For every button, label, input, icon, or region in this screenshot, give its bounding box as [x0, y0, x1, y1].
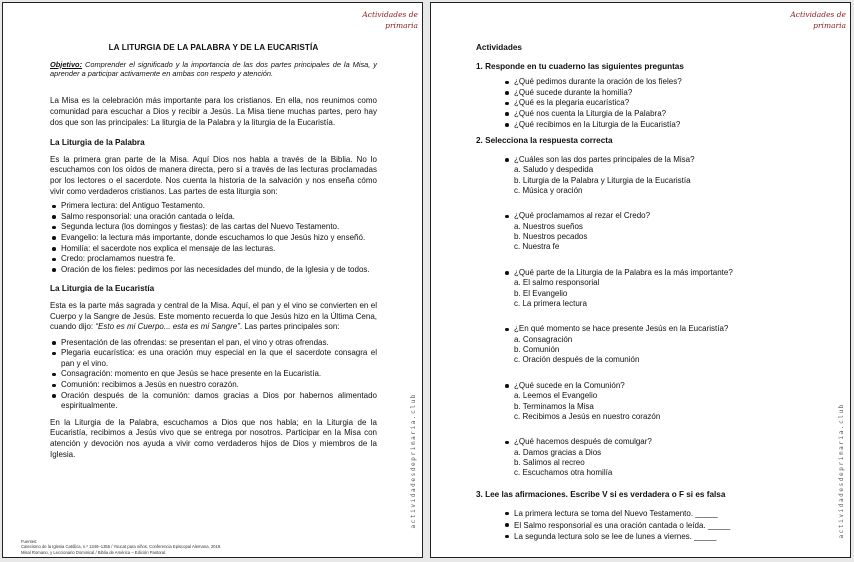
worksheet-page-1: [2, 2, 423, 558]
mc-question: [503, 324, 810, 365]
mc-option: a. Leemos el Evangelio: [514, 391, 598, 401]
intro-paragraph: La Misa es la celebración más importante para los cristianos. En ella, nos reunimos como comunidad para escuchar a Dios y recibir a Jesús. La Misa tiene muchas partes, pero hay dos que son las principales: La liturgia de la Palabra y la liturgia de la Eucaristía.: [50, 96, 377, 127]
mc-option: c. Oración después de la comunión: [514, 355, 640, 365]
mc-option: b. Comunión: [514, 345, 560, 355]
list-item: Presentación de las ofrendas: se presentan el pan, el vino y otras ofrendas.: [50, 338, 377, 349]
list-item: Credo: proclamamos nuestra fe.: [50, 254, 377, 265]
question-item: ¿Qué es la plegaria eucarística?: [503, 98, 810, 109]
mc-option: c. Escuchamos otra homilía: [514, 468, 613, 478]
eucharist-paragraph: Esta es la parte más sagrada y central de la Misa. Aquí, el pan y el vino se convierten en el Cuerpo y la Sangre de Jesús. Este momento recuerda lo que Jesús hizo en la Última Cena, cuando dijo: “Esto es mi Cuerpo... esta es mi Sangre”. Las partes principales son:: [50, 300, 377, 332]
page-2-content: [476, 43, 810, 549]
watermark: actividadesdeprimaria.club: [838, 403, 845, 539]
mc-option: b. El Evangelio: [514, 288, 568, 298]
brand-logo: Actividades de primaria: [362, 10, 418, 30]
mc-option: c. Nuestra fe: [514, 242, 560, 252]
open-questions-list: [476, 77, 810, 130]
list-item: Evangelio: la lectura más importante, donde escuchamos lo que Jesús hizo y enseñó.: [50, 233, 377, 244]
list-item: Segunda lectura (los domingos y fiestas): de las cartas del Nuevo Testamento.: [50, 222, 377, 233]
mc-question: [503, 211, 810, 252]
statement-item: El Salmo responsorial es una oración cantada o leída. _____: [503, 520, 810, 532]
section-1-heading: 1. Responde en tu cuaderno las siguientes preguntas: [476, 61, 684, 71]
mc-option: a. Saludo y despedida: [514, 165, 594, 175]
mc-question-text: ¿En qué momento se hace presente Jesús en la Eucaristía?: [503, 324, 810, 335]
page-1-content: [50, 43, 377, 460]
activities-title: Actividades: [476, 43, 522, 52]
section-heading-word: La Liturgia de la Palabra: [50, 138, 145, 148]
objective: Objetivo: Comprender el significado y la importancia de las dos partes principales de la Misa, y aprender a participar activamente en ambas con respeto y atención.: [50, 59, 377, 78]
true-false-list: [476, 508, 810, 543]
question-item: ¿Qué pedimos durante la oración de los fieles?: [503, 77, 810, 88]
statement-item: La primera lectura se toma del Nuevo Testamento. _____: [503, 508, 810, 520]
mc-question: [503, 437, 810, 478]
list-item: Oración de los fieles: pedimos por las necesidades del mundo, de la Iglesia y de todos.: [50, 265, 377, 276]
watermark: actividadesdeprimaria.club: [410, 393, 417, 529]
mc-question: [503, 381, 810, 422]
question-item: ¿Qué nos cuenta la Liturgia de la Palabra?: [503, 109, 810, 120]
question-item: ¿Qué recibimos en la Liturgia de la Eucaristía?: [503, 120, 810, 131]
word-parts-list: [50, 201, 377, 275]
section-heading-eucharist: La Liturgia de la Eucaristía: [50, 284, 155, 294]
mc-question-text: ¿Qué sucede en la Comunión?: [503, 381, 810, 392]
list-item: Comunión: recibimos a Jesús en nuestro corazón.: [50, 380, 377, 391]
mc-question-text: ¿Cuáles son las dos partes principales de la Misa?: [503, 155, 810, 166]
list-item: Oración después de la comunión: damos gracias a Dios por habernos alimentado espiritualmente.: [50, 391, 377, 412]
question-item: ¿Qué sucede durante la homilía?: [503, 88, 810, 99]
mc-option: c. La primera lectura: [514, 298, 587, 308]
mc-question-text: ¿Qué parte de la Liturgia de la Palabra es la más importante?: [503, 268, 810, 279]
closing-paragraph: En la Liturgia de la Palabra, escuchamos a Dios que nos habla; en la Liturgia de la Eucaristía, recibimos a Jesús vivo que se entrega por nosotros. Participar en la Misa con atención y devoción nos ayuda a vivir como verdaderos hijos de Dios y miembros de la Iglesia.: [50, 417, 377, 459]
worksheet-page-2: [430, 2, 851, 558]
mc-option: c. Música y oración: [514, 185, 583, 195]
mc-option: a. Consagración: [514, 334, 573, 344]
list-item: Salmo responsorial: una oración cantada o leída.: [50, 212, 377, 223]
brand-logo: Actividades de primaria: [790, 10, 846, 30]
section-2-heading: 2. Selecciona la respuesta correcta: [476, 136, 613, 146]
page-title: LA LITURGIA DE LA PALABRA Y DE LA EUCARISTÍA: [108, 43, 319, 52]
mc-question: [503, 268, 810, 309]
list-item: Primera lectura: del Antiguo Testamento.: [50, 201, 377, 212]
word-paragraph: Es la primera gran parte de la Misa. Aquí Dios nos habla a través de la Biblia. No lo escuchamos con los oídos de manera directa, pero sí a través de las lecturas proclamadas por los lectores o el sacerdote. Nos cuenta la historia de la salvación y nos enseña cómo vivir como verdaderos cristianos. Las partes de esta liturgia son:: [50, 154, 377, 196]
mc-question: [503, 155, 810, 196]
mc-option: b. Liturgia de la Palabra y Liturgia de la Eucaristía: [514, 175, 691, 185]
mc-question-text: ¿Qué hacemos después de comulgar?: [503, 437, 810, 448]
mc-option: c. Recibimos a Jesús en nuestro corazón: [514, 411, 661, 421]
mc-option: b. Nuestros pecados: [514, 232, 588, 242]
statement-item: La segunda lectura solo se lee de lunes a viernes. _____: [503, 531, 810, 543]
mc-option: a. Damos gracias a Dios: [514, 447, 602, 457]
eucharist-parts-list: [50, 338, 377, 412]
multiple-choice-list: [476, 155, 810, 479]
list-item: Plegaria eucarística: es una oración muy especial en la que el sacerdote consagra el pan y el vino.: [50, 348, 377, 369]
mc-option: b. Terminamos la Misa: [514, 401, 594, 411]
list-item: Homilía: el sacerdote nos explica el mensaje de las lecturas.: [50, 244, 377, 255]
mc-option: a. Nuestros sueños: [514, 221, 583, 231]
mc-question-text: ¿Qué proclamamos al rezar el Credo?: [503, 211, 810, 222]
list-item: Consagración: momento en que Jesús se hace presente en la Eucaristía.: [50, 369, 377, 380]
section-3-heading: 3. Lee las afirmaciones. Escribe V si es verdadera o F si es falsa: [476, 489, 726, 499]
mc-option: a. El salmo responsorial: [514, 278, 600, 288]
sources: Fuentes: Catecismo de la Iglesia Católica, n.º 1346–1355 / Youcat para niños, Conferencia Episcopal Alemana, 2019. Misal Romano, y Leccionario Dominical / Biblia de América – Edición Pastoral.: [21, 539, 222, 555]
mc-option: b. Salimos al recreo: [514, 458, 585, 468]
